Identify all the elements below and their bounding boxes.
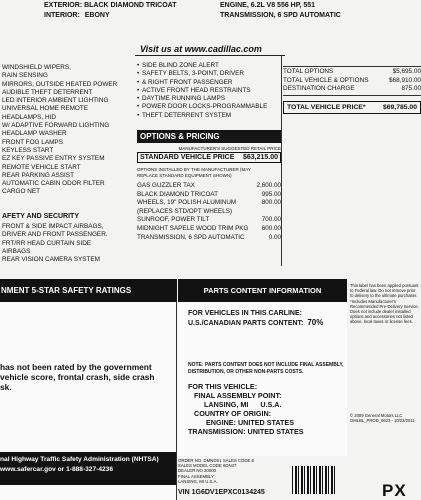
destination-label: DESTINATION CHARGE bbox=[283, 85, 355, 92]
option-row bbox=[137, 234, 281, 243]
parts-heading: PARTS CONTENT INFORMATION bbox=[178, 279, 347, 302]
order-line-4: FINAL ASSEMBLY: bbox=[178, 473, 215, 479]
order-info bbox=[178, 458, 288, 484]
mid-feature-item: • ACTIVE FRONT HEAD RESTRAINTS bbox=[137, 86, 251, 94]
options-note: OPTIONS INSTALLED BY THE MANUFACTURER (MAY REPLACE STANDARD EQUIPMENT SHOWN) bbox=[137, 167, 251, 178]
parts-note: NOTE: PARTS CONTENT DOES NOT INCLUDE FINAL ASSEMBLY, DISTRIBUTION, OR OTHER NON-PARTS COSTS. bbox=[188, 362, 344, 375]
total-price-label: TOTAL VEHICLE PRICE* bbox=[287, 103, 366, 111]
for-this-vehicle: FOR THIS VEHICLE: bbox=[188, 382, 258, 391]
option-price: 700.00 bbox=[261, 216, 281, 224]
mid-feature-item: • DAYTIME RUNNING LAMPS bbox=[137, 95, 225, 103]
interior-value: EBONY bbox=[84, 12, 110, 19]
total-price-value: $69,785.00 bbox=[382, 103, 417, 111]
transmission-origin-row bbox=[188, 427, 304, 436]
parts-content-value: 70% bbox=[307, 318, 324, 327]
total-vehicle-options-value: $68,910.00 bbox=[389, 76, 421, 84]
safety-rating-text-3: sk. bbox=[0, 382, 12, 392]
parts-panel bbox=[178, 302, 347, 456]
feature-item: LED INTERIOR AMBIENT LIGHTING bbox=[2, 97, 109, 105]
option-name: BLACK DIAMOND TRICOAT bbox=[137, 190, 218, 198]
feature-item: HEADLAMPS, HID bbox=[2, 113, 56, 121]
option-price: 0.00 bbox=[268, 233, 281, 241]
final-assembly-label: FINAL ASSEMBLY POINT: bbox=[194, 391, 282, 400]
destination-row bbox=[283, 85, 421, 96]
visit-url: Visit us at www.cadillac.com bbox=[140, 44, 262, 54]
safety-feature-list bbox=[2, 223, 134, 264]
feature-item: RAIN SENSING bbox=[2, 72, 48, 80]
standard-price-box bbox=[137, 152, 281, 163]
copyright bbox=[350, 413, 415, 423]
feature-item: HEADLAMP WASHER bbox=[2, 130, 67, 138]
transmission-origin-value: UNITED STATES bbox=[247, 427, 304, 436]
option-price: 2,600.00 bbox=[256, 182, 281, 190]
safety-ratings-heading: NMENT 5-STAR SAFETY RATINGS bbox=[0, 279, 177, 302]
assembly-country: U.S.A. bbox=[260, 400, 282, 409]
copyright-line-2: GMLBL_PROD_0623 - 10/23/2011 bbox=[350, 418, 415, 423]
msrp-label: MANUFACTURER'S SUGGESTED RETAIL PRICE bbox=[178, 146, 281, 152]
nhtsa-line-2: www.safercar.gov or 1-888-327-4236 bbox=[0, 466, 114, 473]
total-options-label: TOTAL OPTIONS bbox=[283, 68, 334, 75]
bullet-icon: • bbox=[137, 103, 140, 111]
feature-item: KEYLESS START bbox=[2, 146, 54, 154]
order-line-1: ORDER NO. DMNDS1 SALES CODE E bbox=[178, 458, 255, 463]
standard-price-label: STANDARD VEHICLE PRICE bbox=[140, 154, 235, 162]
mid-feature-item: • SAFETY BELTS, 3-POINT, DRIVER bbox=[137, 70, 245, 78]
option-row bbox=[137, 225, 281, 234]
option-row bbox=[137, 216, 281, 225]
option-name: MIDNIGHT SAPELE WOOD TRIM PKG bbox=[137, 225, 249, 233]
copyright-line-1: © 2009 General Motors LLC bbox=[350, 413, 403, 418]
total-vehicle-options-label: TOTAL VEHICLE & OPTIONS bbox=[283, 76, 369, 84]
safety-item: REAR VISION CAMERA SYSTEM bbox=[2, 256, 101, 264]
parts-content-label: U.S./CANADIAN PARTS CONTENT: bbox=[188, 320, 304, 327]
option-price: 995.00 bbox=[261, 190, 281, 198]
safety-item: FRONT & SIDE IMPACT AIRBAGS, bbox=[2, 223, 104, 230]
engine-line: ENGINE, 6.2L V8 556 HP, 551 bbox=[220, 2, 316, 9]
origin-label: COUNTRY OF ORIGIN: bbox=[194, 409, 272, 418]
feature-item: UNIVERSAL HOME REMOTE bbox=[2, 105, 89, 113]
option-row bbox=[137, 191, 281, 200]
parts-carline-label: FOR VEHICLES IN THIS CARLINE: bbox=[188, 310, 302, 317]
order-line-5: LANSING, MI U.S.A. bbox=[178, 478, 218, 484]
safety-item: AIRBAGS bbox=[2, 247, 31, 255]
feature-item: MIRRORS, OUTSIDE HEATED POWER bbox=[2, 80, 118, 88]
option-row bbox=[137, 208, 281, 217]
parts-content-row bbox=[188, 318, 323, 328]
safety-heading: AFETY AND SECURITY bbox=[2, 213, 80, 220]
mid-feature-item: • THEFT DETERRENT SYSTEM bbox=[137, 111, 232, 119]
option-row bbox=[137, 199, 281, 208]
exterior-value: BLACK DIAMOND TRICOAT bbox=[84, 2, 177, 9]
column-divider bbox=[281, 56, 282, 266]
bullet-icon: • bbox=[137, 70, 140, 78]
transmission-origin-label: TRANSMISSION: bbox=[188, 427, 246, 436]
standard-price-value: $63,215.00 bbox=[242, 154, 278, 162]
option-list bbox=[137, 182, 281, 242]
feature-item: CARGO NET bbox=[2, 188, 40, 196]
safety-rating-text-1: has not been rated by the government bbox=[0, 362, 152, 372]
feature-item: WINDSHIELD WIPERS, bbox=[2, 64, 71, 71]
feature-item: AUDIBLE THEFT DETERRENT bbox=[2, 88, 93, 96]
exterior-line bbox=[44, 1, 177, 10]
left-feature-list bbox=[2, 64, 134, 197]
destination-value: 875.00 bbox=[401, 85, 421, 92]
bullet-icon: • bbox=[137, 62, 140, 69]
option-name: WHEELS, 19" POLISH ALUMINUM bbox=[137, 199, 237, 207]
safety-item: DRIVER AND FRONT PASSENGER. bbox=[2, 231, 108, 239]
assembly-city: LANSING, MI bbox=[204, 400, 249, 409]
feature-item: EZ KEY PASSIVE ENTRY SYSTEM bbox=[2, 155, 105, 163]
exterior-label: EXTERIOR: bbox=[44, 2, 83, 9]
option-name: (REPLACES STD/OPT WHEELS) bbox=[137, 207, 233, 215]
safety-rating-text-2: vehicle score, frontal crash, side crash bbox=[0, 372, 155, 382]
engine-origin-value: UNITED STATES bbox=[237, 418, 294, 427]
transmission-line: TRANSMISSION, 6 SPD AUTOMATIC bbox=[220, 12, 341, 19]
mid-feature-item: • & RIGHT FRONT PASSENGER bbox=[137, 78, 233, 86]
pricing-heading: OPTIONS & PRICING bbox=[137, 130, 281, 143]
mid-feature-list bbox=[137, 62, 281, 120]
feature-item: W/ ADAPTIVE FORWARD LIGHTING bbox=[2, 122, 110, 130]
bullet-icon: • bbox=[137, 78, 140, 86]
engine-origin-row bbox=[206, 418, 294, 427]
option-price: 800.00 bbox=[261, 199, 281, 207]
total-vehicle-options-row bbox=[283, 77, 421, 86]
safety-item: FRT/RR HEAD CURTAIN SIDE bbox=[2, 239, 92, 247]
order-line-3: DEALER NO 20000 bbox=[178, 468, 216, 474]
feature-item: FRONT FOG LAMPS bbox=[2, 138, 63, 146]
interior-label: INTERIOR: bbox=[44, 12, 80, 19]
engine-origin-label: ENGINE: bbox=[206, 418, 236, 427]
assembly-location bbox=[204, 400, 282, 409]
feature-item: AUTOMATIC CABIN ODOR FILTER bbox=[2, 180, 105, 188]
feature-item: REAR PARKING ASSIST bbox=[2, 171, 74, 179]
nhtsa-line-1: nal Highway Traffic Safety Administration (NHTSA) bbox=[0, 456, 159, 463]
option-name: GAS GUZZLER TAX bbox=[137, 182, 195, 190]
nhtsa-footer bbox=[0, 452, 176, 485]
total-price-box bbox=[283, 101, 421, 114]
barcode bbox=[292, 466, 336, 494]
option-name: SUNROOF, POWER TILT bbox=[137, 216, 210, 224]
middle-column bbox=[137, 56, 281, 272]
bullet-icon: • bbox=[137, 111, 140, 119]
total-options-value: $5,695.00 bbox=[392, 68, 421, 75]
disclaimer-text: This label has been applied pursuant to Federal law. Do not remove prior to delivery to the ultimate purchaser. *Includes Manufacturer's Recommended Pre-Delivery Service. Does not include dealer installed options and accessories not listed above, local taxes or license fees. bbox=[350, 283, 419, 325]
mid-feature-item: • SIDE BLIND ZONE ALERT bbox=[137, 62, 219, 69]
feature-item: REMOTE VEHICLE START bbox=[2, 163, 81, 171]
option-price: 600.00 bbox=[261, 225, 281, 233]
disclaimer-column bbox=[350, 279, 420, 455]
option-name: TRANSMISSION, 6 SPD AUTOMATIC bbox=[137, 233, 245, 241]
vin: VIN 1G6DV1EPXC0134245 bbox=[178, 489, 265, 496]
totals-column bbox=[283, 56, 421, 272]
total-options-row bbox=[283, 66, 421, 77]
bullet-icon: • bbox=[137, 86, 140, 94]
mid-feature-item: • POWER DOOR LOCKS-PROGRAMMABLE bbox=[137, 103, 268, 111]
option-row bbox=[137, 182, 281, 191]
bullet-icon: • bbox=[137, 95, 140, 103]
interior-line bbox=[44, 11, 110, 20]
order-line-2: SALES MODEL CODE 6DN47 bbox=[178, 463, 237, 469]
big-letters: PX bbox=[382, 481, 407, 500]
